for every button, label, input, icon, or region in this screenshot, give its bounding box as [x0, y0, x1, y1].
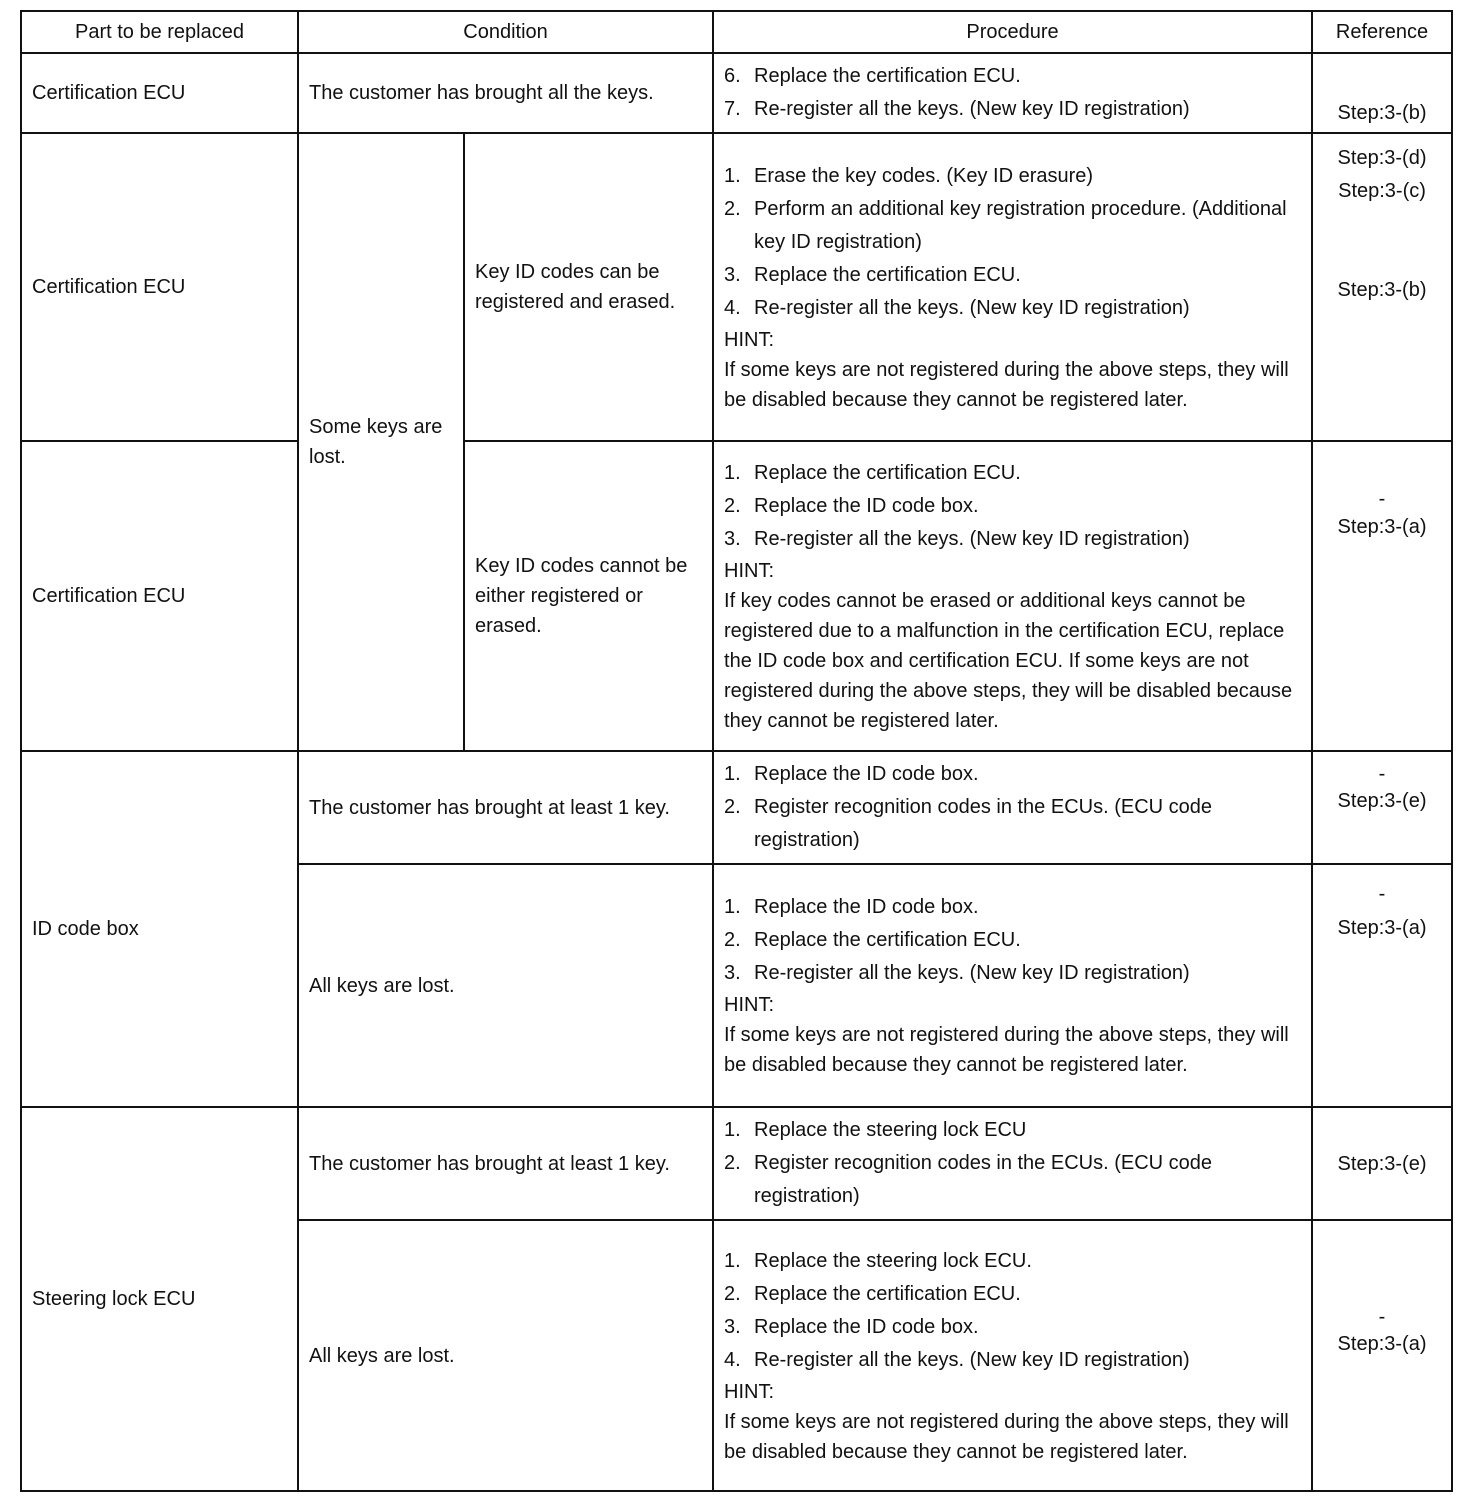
step-item: 2. Perform an additional key registration procedure. (Additional key ID registration) [724, 197, 1287, 253]
hint-label: HINT: [724, 559, 775, 582]
part-cell: Steering lock ECU [21, 1107, 298, 1491]
hint-label: HINT: [724, 328, 775, 351]
reference-cell: - Step:3-(a) [1312, 1220, 1452, 1491]
step-item: 3. Replace the certification ECU. [724, 263, 1021, 286]
procedure-table [20, 10, 1453, 1492]
condition-cell: All keys are lost. [298, 864, 713, 1107]
hint-text: If some keys are not registered during the above steps, they will be disabled because they cannot be registered later. [724, 1024, 1289, 1076]
reference-cell: - Step:3-(e) [1312, 751, 1452, 864]
step-item: 2. Replace the ID code box. [724, 494, 979, 517]
procedure-cell [713, 1220, 1312, 1491]
step-item: 4. Re-register all the keys. (New key ID registration) [724, 1348, 1190, 1371]
condition-cell: The customer has brought all the keys. [298, 53, 713, 133]
table-row [21, 751, 1452, 864]
hint-label: HINT: [724, 1380, 775, 1403]
procedure-cell [713, 133, 1312, 441]
step-item: 7. Re-register all the keys. (New key ID registration) [724, 98, 1190, 120]
step-item: 2. Replace the certification ECU. [724, 1282, 1021, 1305]
step-item: 2. Register recognition codes in the ECUs. (ECU code registration) [724, 1152, 1213, 1207]
part-cell: ID code box [21, 751, 298, 1107]
header-row [21, 11, 1452, 53]
reference-cell: Step:3-(b) [1312, 53, 1452, 133]
reference-cell: - Step:3-(a) [1312, 864, 1452, 1107]
procedure-cell [713, 751, 1312, 864]
reference-cell: Step:3-(d) Step:3-(c) Step:3-(b) [1312, 133, 1452, 441]
step-item: 4. Re-register all the keys. (New key ID registration) [724, 296, 1190, 319]
table-row [21, 133, 1452, 441]
header-procedure: Procedure [713, 11, 1312, 53]
table-row [21, 441, 1452, 751]
condition-cell: All keys are lost. [298, 1220, 713, 1491]
hint-text: If some keys are not registered during the above steps, they will be disabled because they cannot be registered later. [724, 358, 1289, 411]
part-cell: Certification ECU [21, 441, 298, 751]
condition-cell: The customer has brought at least 1 key. [298, 1107, 713, 1220]
table-row [21, 53, 1452, 133]
step-item: 1. Replace the steering lock ECU. [724, 1249, 1032, 1272]
step-item: 1. Replace the ID code box. [724, 896, 979, 918]
step-item: 3. Re-register all the keys. (New key ID registration) [724, 962, 1190, 984]
condition-cell: The customer has brought at least 1 key. [298, 751, 713, 864]
part-cell: Certification ECU [21, 133, 298, 441]
hint-label: HINT: [724, 994, 775, 1016]
procedure-cell [713, 1107, 1312, 1220]
step-item: 6. Replace the certification ECU. [724, 65, 1021, 87]
part-cell: Certification ECU [21, 53, 298, 133]
hint-text: If some keys are not registered during the above steps, they will be disabled because they cannot be registered later. [724, 1410, 1289, 1463]
condition-sub-cell: Key ID codes cannot be either registered or erased. [464, 441, 713, 751]
procedure-cell [713, 441, 1312, 751]
procedure-cell [713, 53, 1312, 133]
condition-main-cell: Some keys are lost. [298, 133, 464, 751]
reference-cell: Step:3-(e) [1312, 1107, 1452, 1220]
step-item: 3. Re-register all the keys. (New key ID registration) [724, 527, 1190, 550]
header-part: Part to be replaced [21, 11, 298, 53]
reference-cell: - Step:3-(a) [1312, 441, 1452, 751]
table-row [21, 1107, 1452, 1220]
hint-text: If key codes cannot be erased or additional keys cannot be registered due to a malfunction in the certification ECU, replace the ID code box and certification ECU. If some keys are not registered during the above steps, they will be disabled because they cannot be registered later. [724, 589, 1293, 732]
step-item: 1. Replace the steering lock ECU [724, 1119, 1027, 1141]
header-reference: Reference [1312, 11, 1452, 53]
condition-sub-cell: Key ID codes can be registered and erased. [464, 133, 713, 441]
step-item: 1. Erase the key codes. (Key ID erasure) [724, 164, 1094, 187]
step-item: 1. Replace the ID code box. [724, 763, 979, 785]
step-item: 3. Replace the ID code box. [724, 1315, 979, 1338]
procedure-cell [713, 864, 1312, 1107]
step-item: 2. Replace the certification ECU. [724, 929, 1021, 951]
header-condition: Condition [298, 11, 713, 53]
step-item: 2. Register recognition codes in the ECUs. (ECU code registration) [724, 796, 1213, 851]
step-item: 1. Replace the certification ECU. [724, 461, 1021, 484]
